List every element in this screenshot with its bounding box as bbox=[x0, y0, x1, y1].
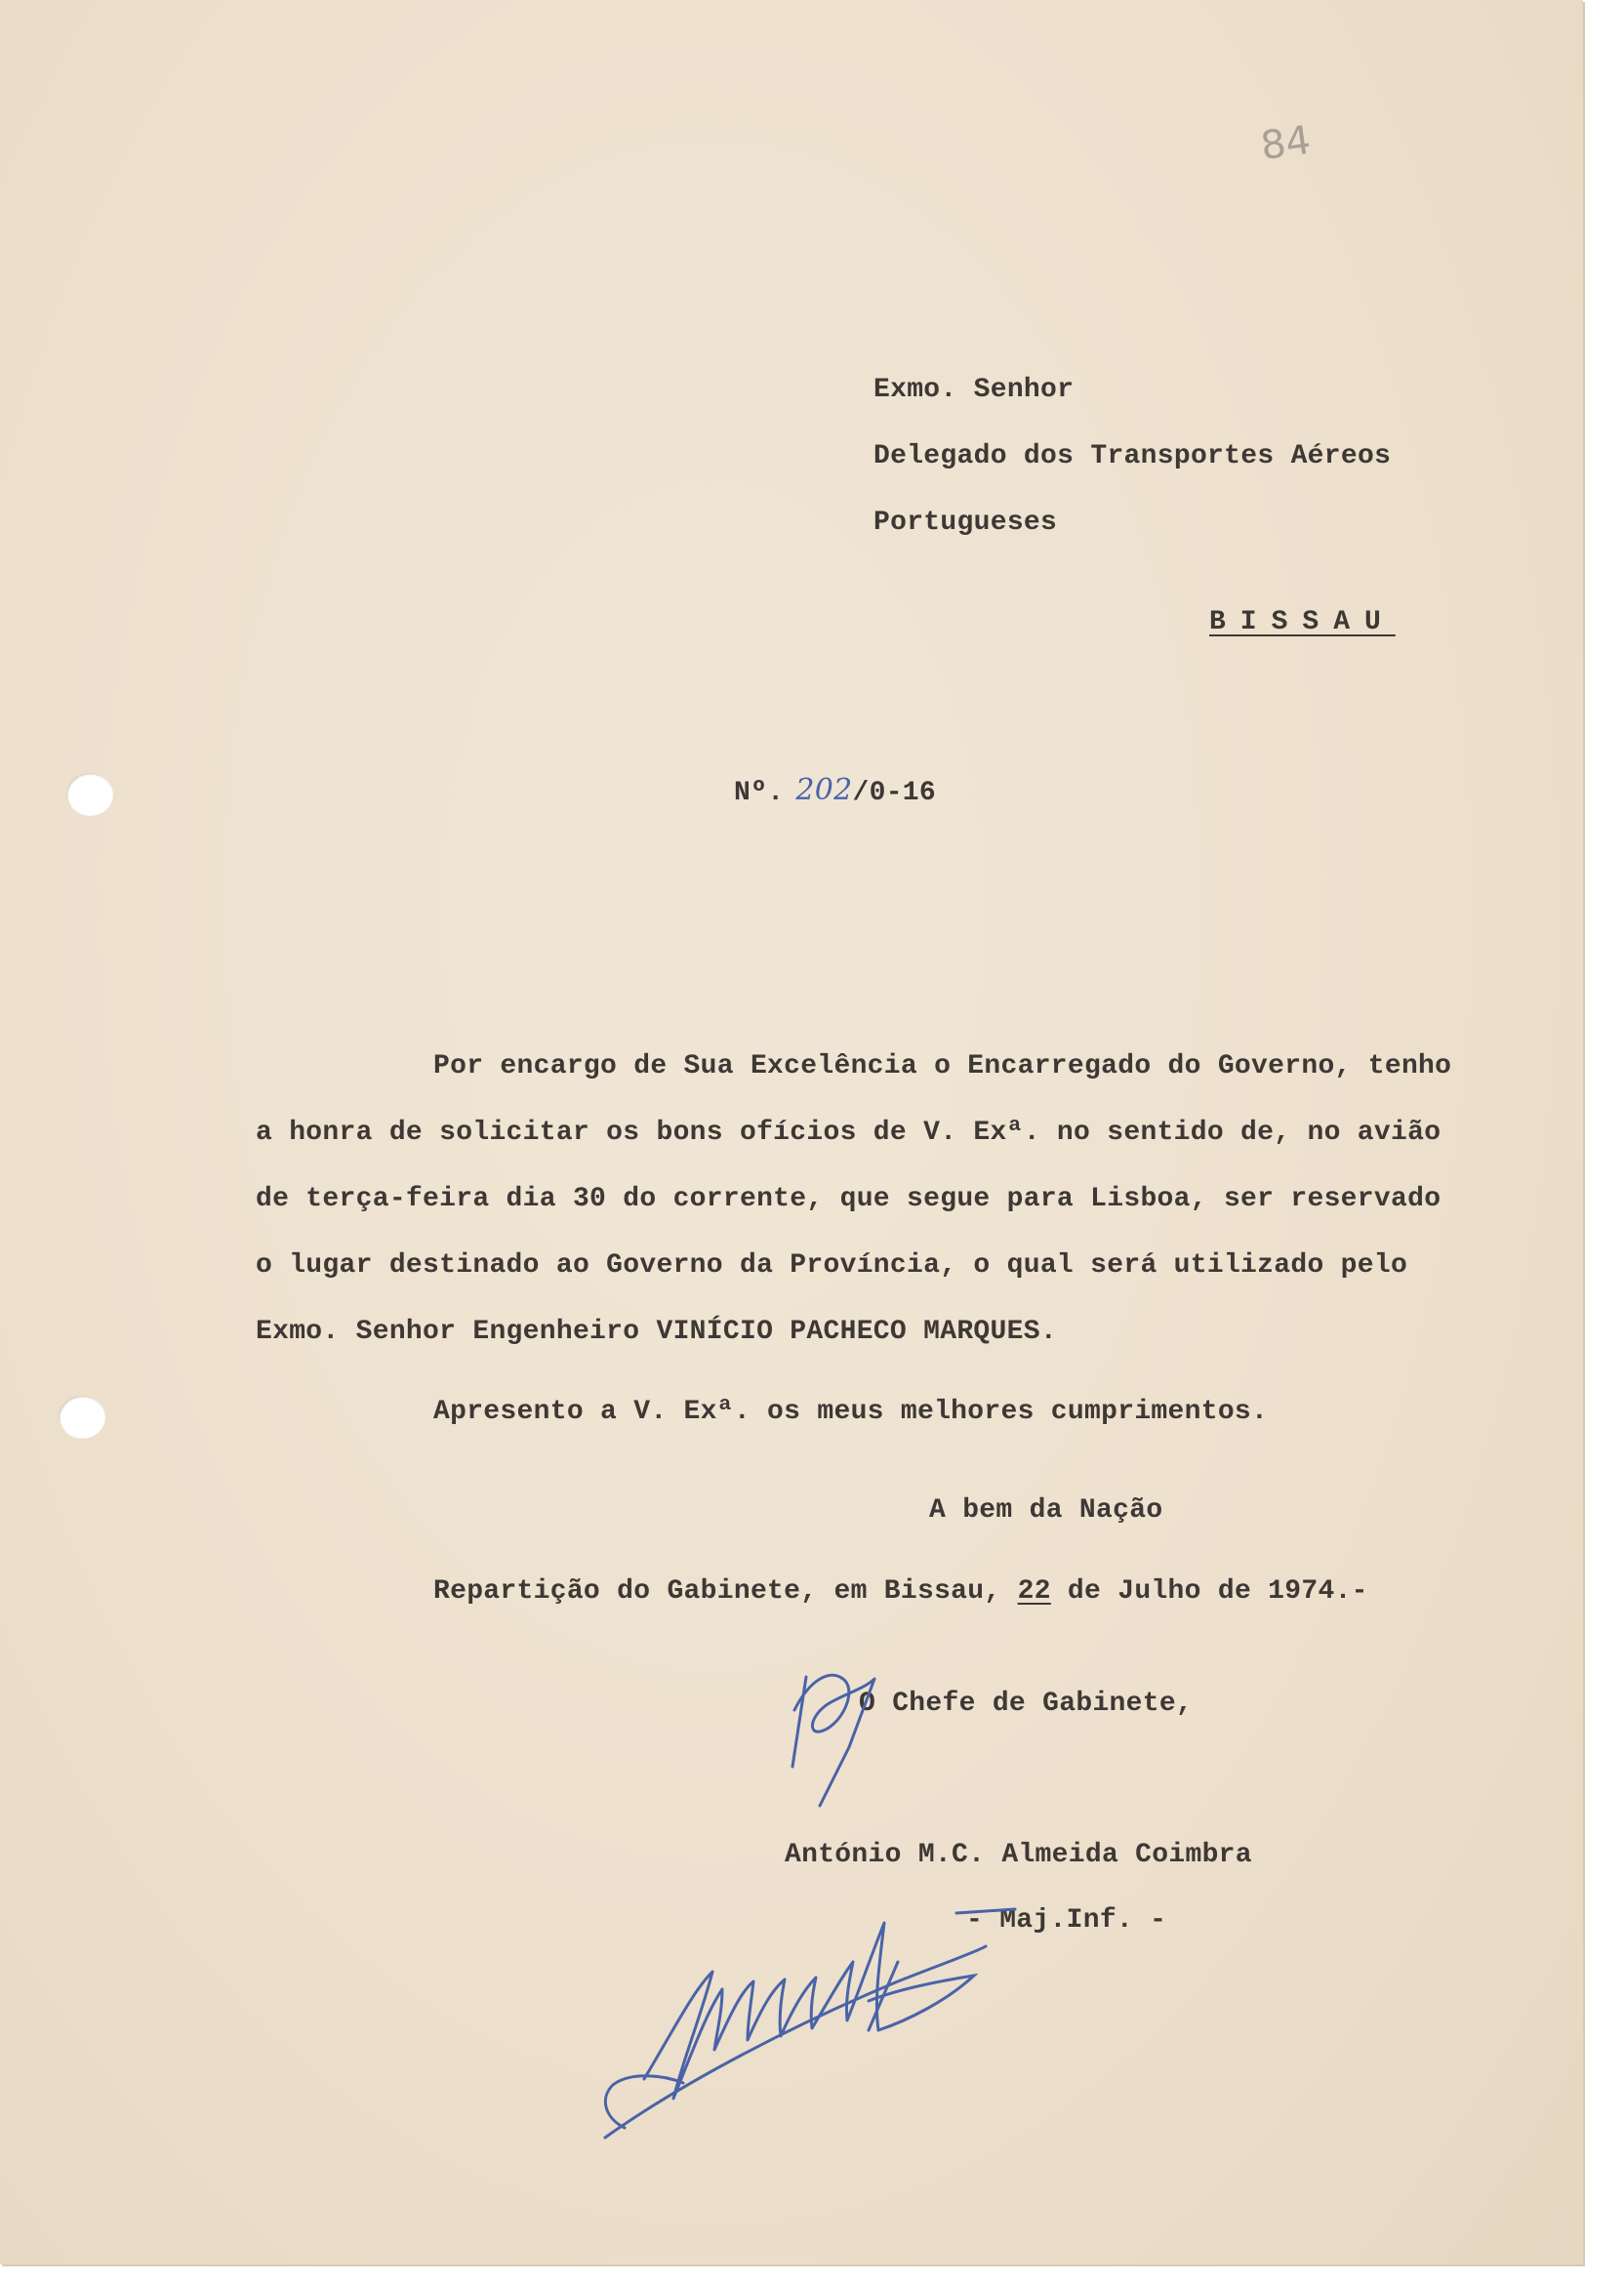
punch-hole-bottom bbox=[59, 1396, 105, 1439]
body-line-3: de terça-feira dia 30 do corrente, que segue para Lisboa, ser reservado bbox=[256, 1184, 1441, 1214]
punch-hole-top bbox=[66, 773, 113, 816]
addressee-line3: Portugueses bbox=[873, 508, 1058, 538]
initials-signature bbox=[781, 1659, 898, 1815]
reference-number bbox=[734, 773, 936, 808]
greeting: Apresento a V. Exª. os meus melhores cumprimentos. bbox=[433, 1397, 1269, 1427]
body-line-4: o lugar destinado ao Governo da Província, o qual será utilizado pelo bbox=[256, 1250, 1408, 1281]
body-line-2: a honra de solicitar os bons ofícios de V. Exª. no sentido de, no avião bbox=[256, 1118, 1441, 1148]
page-number-pencil: 84 bbox=[1258, 117, 1314, 170]
body-line-5: Exmo. Senhor Engenheiro VINÍCIO PACHECO MARQUES. bbox=[256, 1317, 1057, 1347]
body-line-1: Por encargo de Sua Excelência o Encarregado do Governo, tenho bbox=[433, 1051, 1452, 1081]
date-day: 22 bbox=[1017, 1576, 1051, 1607]
reference-suffix: /0-16 bbox=[852, 778, 936, 808]
signatory-role: O Chefe de Gabinete, bbox=[859, 1689, 1194, 1719]
signatory-rank: - Maj.Inf. - bbox=[966, 1905, 1167, 1936]
main-signature bbox=[586, 1884, 995, 2138]
reference-handwritten-number: 202 bbox=[795, 773, 853, 807]
salutation: A bem da Nação bbox=[929, 1495, 1163, 1526]
signatory-name: António M.C. Almeida Coimbra bbox=[785, 1840, 1252, 1870]
addressee-line1: Exmo. Senhor bbox=[873, 375, 1075, 405]
addressee-city: BISSAU bbox=[1209, 607, 1396, 637]
place-date-suffix: de Julho de 1974.- bbox=[1050, 1576, 1368, 1607]
addressee-line2: Delegado dos Transportes Aéreos bbox=[873, 441, 1392, 471]
place-date-prefix: Repartição do Gabinete, em Bissau, bbox=[433, 1576, 1018, 1607]
place-date bbox=[433, 1576, 1368, 1607]
reference-prefix: Nº. bbox=[734, 778, 785, 808]
